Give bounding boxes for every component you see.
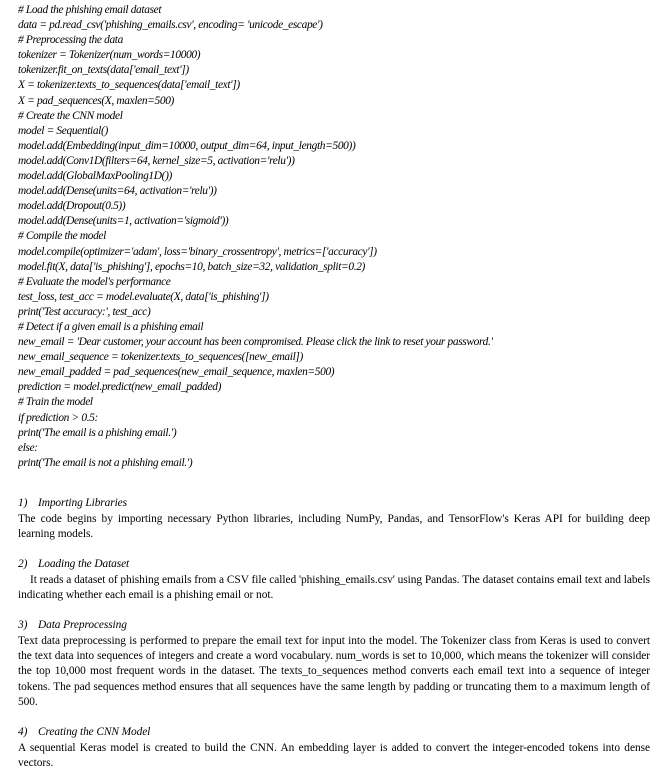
- code-line: X = tokenizer.texts_to_sequences(data['email_text']): [18, 79, 240, 92]
- section-paragraph: It reads a dataset of phishing emails from a CSV file called 'phishing_emails.csv' using Pandas. The dataset contains email text and labels indicating whether each email is a phishing email or not.: [18, 573, 650, 602]
- code-line: data = pd.read_csv('phishing_emails.csv', encoding= 'unicode_escape'): [18, 19, 323, 32]
- section-title: Data Preprocessing: [38, 618, 127, 631]
- section-title: Creating the CNN Model: [38, 725, 151, 738]
- code-comment-line: # Create the CNN model: [18, 109, 123, 122]
- code-line: tokenizer = Tokenizer(num_words=10000): [18, 49, 201, 62]
- section-number: 3): [18, 618, 28, 631]
- code-line: new_email_padded = pad_sequences(new_email_sequence, maxlen=500): [18, 366, 335, 379]
- code-comment-line: # Train the model: [18, 396, 93, 409]
- code-line: print('The email is not a phishing email.'): [18, 456, 193, 469]
- code-line: model.add(Dense(units=64, activation='relu')): [18, 185, 217, 198]
- code-line: model.compile(optimizer='adam', loss='binary_crossentropy', metrics=['accuracy']): [18, 245, 377, 258]
- section-number: 4): [18, 725, 28, 738]
- section-paragraph: The code begins by importing necessary Python libraries, including NumPy, Pandas, and TensorFlow's Keras API for building deep learning models.: [18, 512, 650, 541]
- code-comment-line: # Detect if a given email is a phishing email: [18, 320, 204, 333]
- code-line: tokenizer.fit_on_texts(data['email_text']): [18, 64, 189, 77]
- section-number: 2): [18, 557, 28, 570]
- section-paragraph: Text data preprocessing is performed to prepare the email text for input into the model. The Tokenizer class from Keras is used to convert the text data into sequences of integers and create a word vocabulary. num_words is set to 10,000, which means the tokenizer will consider the top 10,000 most frequent words in the dataset. The texts_to_sequences method converts each email text into a sequence of integer tokens. The pad sequences method ensures that all sequences have the same length by padding or truncating them to a maximum length of 500.: [18, 634, 650, 709]
- section-heading: [18, 557, 650, 572]
- explanation-sections: [18, 496, 650, 771]
- code-listing: [18, 3, 650, 471]
- section-title: Importing Libraries: [38, 496, 127, 509]
- code-comment-line: # Evaluate the model's performance: [18, 275, 171, 288]
- code-comment-line: # Compile the model: [18, 230, 106, 243]
- code-line: model.add(Conv1D(filters=64, kernel_size=5, activation='relu')): [18, 154, 295, 167]
- code-line: model.add(Embedding(input_dim=10000, output_dim=64, input_length=500)): [18, 139, 356, 152]
- section-creating-cnn-model: [18, 725, 650, 772]
- code-line: else:: [18, 441, 38, 454]
- section-heading: [18, 496, 650, 511]
- section-data-preprocessing: [18, 618, 650, 711]
- section-heading: [18, 618, 650, 633]
- code-line: print('Test accuracy:', test_acc): [18, 305, 151, 318]
- code-line: model.fit(X, data['is_phishing'], epochs=10, batch_size=32, validation_split=0.2): [18, 260, 365, 273]
- code-line: model.add(GlobalMaxPooling1D()): [18, 170, 172, 183]
- code-line: if prediction > 0.5:: [18, 411, 98, 424]
- section-paragraph: A sequential Keras model is created to build the CNN. An embedding layer is added to convert the integer-encoded tokens into dense vectors.: [18, 741, 650, 769]
- section-loading-dataset: [18, 557, 650, 604]
- code-comment-line: # Load the phishing email dataset: [18, 4, 162, 16]
- code-line: X = pad_sequences(X, maxlen=500): [18, 94, 175, 107]
- code-line: new_email_sequence = tokenizer.texts_to_sequences([new_email]): [18, 351, 303, 364]
- code-line: new_email = 'Dear customer, your account has been compromised. Please click the link to reset your password.': [18, 336, 493, 349]
- code-line: prediction = model.predict(new_email_padded): [18, 381, 222, 394]
- code-comment-line: # Preprocessing the data: [18, 34, 123, 47]
- code-line: print('The email is a phishing email.'): [18, 426, 177, 439]
- section-title: Loading the Dataset: [38, 557, 130, 570]
- code-line: test_loss, test_acc = model.evaluate(X, data['is_phishing']): [18, 290, 269, 303]
- code-line: model = Sequential(): [18, 124, 108, 137]
- code-line: model.add(Dropout(0.5)): [18, 200, 126, 213]
- section-number: 1): [18, 496, 28, 509]
- section-heading: [18, 725, 650, 740]
- section-importing-libraries: [18, 496, 650, 543]
- code-line: model.add(Dense(units=1, activation='sigmoid')): [18, 215, 229, 228]
